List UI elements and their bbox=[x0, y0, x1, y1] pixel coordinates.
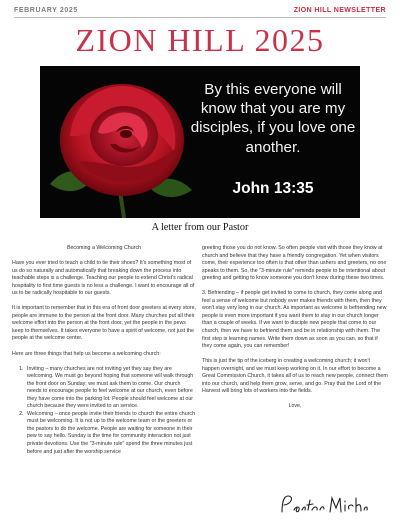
letter-title: Becoming a Welcoming Church bbox=[66, 245, 142, 251]
hero-banner bbox=[40, 66, 360, 218]
letter-paragraph: Have you ever tried to teach a child to tie their shoes? It's something most of us do so naturally and automatically that breaking down the process into teachable steps is a challenge. Teaching our people to extend Christ's radical hospitality to first time guests is no less a challenge. I want to encourage all of us to be radically hospitable to our guests. bbox=[12, 260, 195, 297]
list-item: 2. Welcoming – once people invite their friends to church the entire church must be welcoming. It is not up to the welcome team or the greeters or the pastors to do the welcome. People are waiting for someone in their pew to say hello. Sunday is the time for community interaction not just private devotions. Use the "3-minute rule" spend the three minutes just before and just after the worship service bbox=[25, 411, 196, 456]
section-heading: A letter from our Pastor bbox=[151, 222, 249, 233]
letter-paragraph: This is just the tip of the iceberg in creating a welcoming church; it won't happen overnight, and we must keep working on it. In our effort to become a Great Commission Church, it takes all of us to reach new people, connect them into our church, and help them grow, serve, and go. Pray that the Lord of the Harvest will bring lots of workers into the fields. bbox=[202, 358, 388, 395]
newsletter-header-bar bbox=[14, 3, 386, 18]
letter-paragraph: It is important to remember that in this era of front door greeters at every store, people are immune to the person at the front door. Many churches put all their welcome effort into the person at the front door, yet the people in the pews keep to themselves. It takes everyone to have a spirit of welcome, not just the people at the welcome center. bbox=[12, 305, 196, 342]
signature-image bbox=[278, 492, 368, 518]
letter-column-left bbox=[12, 245, 196, 456]
newsletter-name: ZION HILL NEWSLETTER bbox=[293, 6, 386, 14]
masthead-title: ZION HILL 2025 bbox=[75, 22, 325, 58]
letter-paragraph: greeting those you do not know. So often people visit with those they know at church and believe that they have a friendly congregation. Yet when visitors come, their experience too often is that other than ushers and greeters, no one speaks to them. So, the "3-minute rule" reminds people to be intentional about greeting and getting to know someone you don't know during these two times. bbox=[202, 245, 387, 282]
issue-date: FEBRUARY 2025 bbox=[14, 6, 78, 14]
rose-icon bbox=[40, 66, 210, 218]
hero-verse-reference: John 13:35 bbox=[232, 180, 314, 197]
welcome-steps-list bbox=[12, 366, 196, 457]
letter-paragraph: Here are three things that help us become a welcoming church: bbox=[12, 350, 161, 357]
hero-verse: By this everyone will know that you are my disciples, if you love one another. bbox=[190, 81, 356, 156]
letter-closing: Love, bbox=[288, 403, 302, 410]
letter-column-right bbox=[202, 245, 388, 418]
list-item: 1. Inviting – many churches are not inviting yet they say they are welcoming. We must go beyond hoping that someone will walk through the front door on Sunday; we must ask them to come. Our church needs to encourage people to feel welcome at our church, even before they have come into the parking lot. People should feel welcome at our church because they were invited to an service. bbox=[25, 366, 196, 411]
letter-paragraph: 3. Befriending – if people get invited to come to church, they come along and feel a sense of welcome but nobody ever makes friends with them, then they won't stay very long in our church. As important as welcome is befriending new people is even more important if you want them to stay in our church longer than a couple of weeks. If we want to disciple new people that come to our church, then we have to befriend them and be in relationship with them. The first step is learning names. Write them down as soon as you can, so that if they come again, you can remember! bbox=[202, 290, 387, 350]
